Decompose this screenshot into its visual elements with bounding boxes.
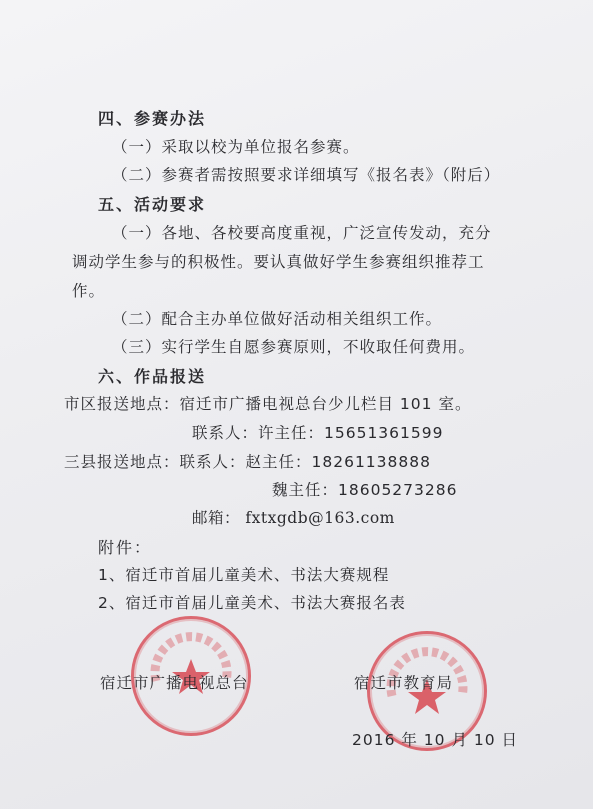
section5-item1-line1: （一）各地、各校要高度重视，广泛宣传发动，充分 [112, 224, 492, 242]
section4-item-1: （一）采取以校为单位报名参赛。 [112, 138, 360, 156]
signature-right: 宿迁市教育局 [354, 674, 454, 692]
signature-date: 2016 年 10 月 10 日 [352, 731, 519, 749]
section6-title: 六、作品报送 [98, 367, 207, 386]
county-delivery-line: 三县报送地点：联系人：赵主任：18261138888 [64, 453, 431, 471]
city-delivery-line: 市区报送地点：宿迁市广播电视总台少儿栏目 101 室。 [64, 395, 472, 413]
attachments-title: 附件： [98, 538, 153, 557]
section5-item3: （三）实行学生自愿参赛原则，不收取任何费用。 [112, 338, 476, 356]
section5-item1-line3: 作。 [72, 282, 106, 300]
section4-title: 四、参赛办法 [98, 109, 207, 128]
section5-title: 五、活动要求 [98, 195, 207, 214]
attachment-1: 1、宿迁市首届儿童美术、书法大赛规程 [98, 566, 390, 584]
email-line: 邮箱： fxtxgdb@163.com [192, 509, 395, 527]
section5-item1-line2: 调动学生参与的积极性。要认真做好学生参赛组织推荐工 [72, 253, 485, 271]
city-contact: 联系人：许主任：15651361599 [192, 424, 444, 442]
section4-item-2: （二）参赛者需按照要求详细填写《报名表》（附后） [112, 166, 501, 184]
signature-left: 宿迁市广播电视总台 [100, 674, 249, 692]
attachment-2: 2、宿迁市首届儿童美术、书法大赛报名表 [98, 594, 406, 612]
county-contact-2: 魏主任：18605273286 [272, 481, 458, 499]
section5-item2: （二）配合主办单位做好活动相关组织工作。 [112, 310, 443, 328]
